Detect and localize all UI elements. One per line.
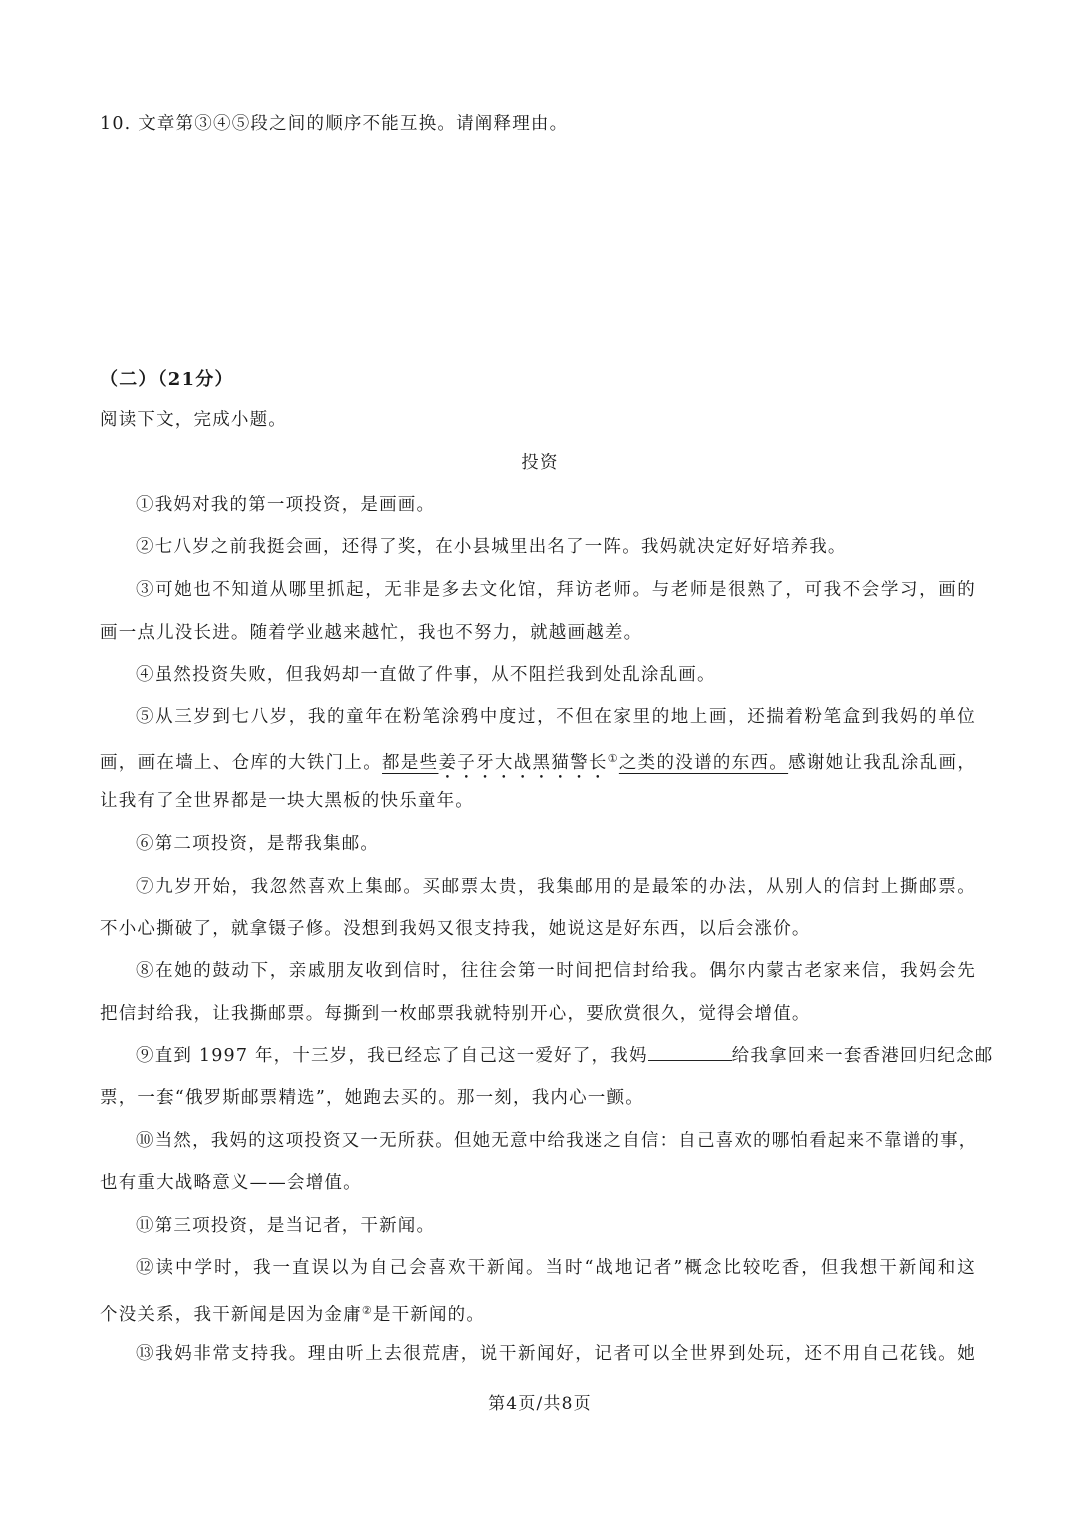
footnote-marker: ②: [361, 1304, 373, 1317]
paragraph-5-line-1: ⑤从三岁到七八岁，我的童年在粉笔涂鸦中度过，不但在家里的地上画，还揣着粉笔盒到我妈的单位: [136, 707, 976, 727]
paragraph-1: ①我妈对我的第一项投资，是画画。: [136, 495, 436, 515]
fill-in-blank: [648, 1044, 732, 1061]
paragraph-13-line-1: ⑬我妈非常支持我。理由听上去很荒唐，说干新闻好，记者可以全世界到处玩，还不用自己花钱。她: [136, 1344, 976, 1364]
text: 画，画在墙上、仓库的大铁门上。: [100, 753, 383, 773]
page-footer: 第4页/共8页: [488, 1394, 592, 1414]
paragraph-4: ④虽然投资失败，但我妈却一直做了件事，从不阻拦我到处乱涂乱画。: [136, 665, 716, 685]
paragraph-2: ②七八岁之前我挺会画，还得了奖，在小县城里出名了一阵。我妈就决定好好培养我。: [136, 537, 847, 557]
paragraph-5-line-2: [100, 747, 976, 783]
paragraph-9-line-1: [136, 1044, 994, 1068]
section-heading: （二）（21分）: [100, 369, 234, 390]
footnote-marker: ①: [607, 752, 619, 765]
instruction: 阅读下文，完成小题。: [100, 410, 287, 430]
question-10: 10. 文章第③④⑤段之间的顺序不能互换。请阐释理由。: [100, 114, 569, 134]
paragraph-5-line-3: 让我有了全世界都是一块大黑板的快乐童年。: [100, 791, 474, 811]
paragraph-7-line-1: ⑦九岁开始，我忽然喜欢上集邮。买邮票太贵，我集邮用的是最笨的办法，从别人的信封上撕邮票。: [136, 877, 976, 897]
paragraph-8-line-1: ⑧在她的鼓动下，亲戚朋友收到信时，往往会第一时间把信封给我。偶尔内蒙古老家来信，我妈会先: [136, 961, 976, 981]
paragraph-12-line-2: [100, 1299, 976, 1327]
article-title: 投资: [521, 453, 559, 473]
text: 给我拿回来一套香港回归纪念邮: [731, 1046, 994, 1066]
underlined-text: 之类的没谱的东西。: [618, 753, 789, 773]
emphasized-text: 姜子牙大战黑猫警长: [438, 753, 608, 773]
underlined-text: 都是些: [382, 753, 439, 773]
paragraph-12-line-1: ⑫读中学时，我一直误以为自己会喜欢干新闻。当时“战地记者”概念比较吃香，但我想干新闻和这: [136, 1258, 976, 1278]
paragraph-8-line-2: 把信封给我，让我撕邮票。每撕到一枚邮票我就特别开心，要欣赏很久，觉得会增值。: [100, 1004, 811, 1024]
paragraph-3-line-1: ③可她也不知道从哪里抓起，无非是多去文化馆，拜访老师。与老师是很熟了，可我不会学习，画的: [136, 580, 976, 600]
text: 个没关系，我干新闻是因为金庸: [100, 1305, 362, 1325]
paragraph-3-line-2: 画一点儿没长进。随着学业越来越忙，我也不努力，就越画越差。: [100, 623, 643, 643]
paragraph-10-line-1: ⑩当然，我妈的这项投资又一无所获。但她无意中给我迷之自信：自己喜欢的哪怕看起来不靠谱的事，: [136, 1131, 978, 1151]
text: ⑨直到 1997 年，十三岁，我已经忘了自己这一爱好了，我妈: [136, 1046, 648, 1066]
text: 是干新闻的。: [372, 1305, 486, 1325]
paragraph-9-line-2: 票，一套“俄罗斯邮票精选”，她跑去买的。那一刻，我内心一颤。: [100, 1088, 644, 1108]
paragraph-7-line-2: 不小心撕破了，就拿镊子修。没想到我妈又很支持我，她说这是好东西，以后会涨价。: [100, 919, 811, 939]
paragraph-6: ⑥第二项投资，是帮我集邮。: [136, 834, 380, 854]
text: 感谢她让我乱涂乱画，: [788, 753, 977, 773]
paragraph-11: ⑪第三项投资，是当记者，干新闻。: [136, 1216, 436, 1236]
paragraph-10-line-2: 也有重大战略意义——会增值。: [100, 1173, 362, 1193]
